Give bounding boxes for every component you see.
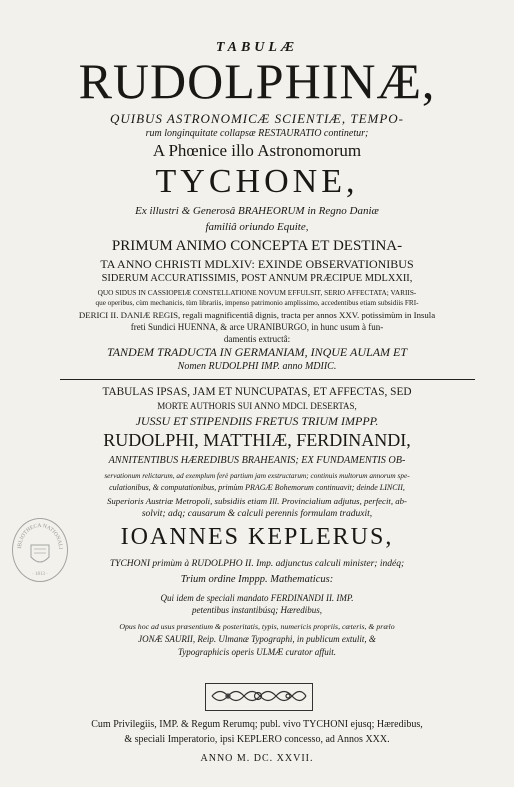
lower-line-keplerus: IOANNES KEPLERUS, xyxy=(120,524,394,550)
imprint-line-1: Cum Privilegiis, IMP. & Regum Rerumq; publ. vivo TYCHONI ejusq; Hæredibus, xyxy=(91,719,423,730)
lower-line-14: petentibus instantibúsq; Hæredibus, xyxy=(192,605,322,615)
title-line-rudolphinae: RUDOLPHINÆ, xyxy=(78,53,436,109)
title-line-illustri: Ex illustri & Generosâ BRAHEORUM in Regno Daniæ xyxy=(135,205,379,217)
printer-ornament xyxy=(205,683,313,711)
library-stamp-icon xyxy=(13,519,67,581)
svg-text:· 1813 ·: · 1813 · xyxy=(32,572,48,577)
lower-line-8: Superioris Austriæ Metropoli, subsidiis etiam Ill. Provincialium adjutus, perfecit, ab- xyxy=(107,496,407,506)
lower-line-16: JONÆ SAURII, Reip. Ulmanæ Typographi, in publicum extulit, & xyxy=(138,634,376,644)
primum-line-8: damentis extructâ: xyxy=(223,334,291,344)
primum-line-3: SIDERUM ACCURATISSIMIS, POST ANNUM PRÆCIPUE MDLXXII, xyxy=(101,273,413,284)
title-line-tabulae: TABULÆ xyxy=(215,40,299,55)
lower-line-6: servationum relictarum, ad exemplum ferè partium jam exstructarum; continuis multorum annorum spe- xyxy=(104,471,410,480)
lower-line-3: JUSSU ET STIPENDIIS FRETUS TRIUM IMPPP. xyxy=(135,414,379,428)
primum-line-7: freti Sundici HUENNA, & arce URANIBURGO, in hunc usum à fun- xyxy=(130,322,384,332)
lower-line-4: RUDOLPHI, MATTHIÆ, FERDINANDI, xyxy=(103,430,411,450)
primum-line-1: PRIMUM ANIMO CONCEPTA ET DESTINA- xyxy=(111,238,403,254)
lower-line-17: Typographicis operis ULMÆ curator affuit. xyxy=(177,647,337,657)
library-stamp xyxy=(12,518,68,582)
ornament-icon xyxy=(206,684,311,709)
lower-line-7: culationibus, & computationibus, primùm PRAGÆ Bohemorum continuavit; deinde LINCII, xyxy=(109,483,405,492)
lower-line-2: MORTE AUTHORIS SUI ANNO MDCI. DESERTAS, xyxy=(157,401,357,411)
title-line-familia: familiâ oriundo Equite, xyxy=(205,221,309,233)
lower-line-11: TYCHONI primùm à RUDOLPHO II. Imp. adjunctus calculi minister; indéq; xyxy=(109,559,405,569)
title-line-quibus: QUIBUS ASTRONOMICÆ SCIENTIÆ, TEMPO- xyxy=(109,111,405,126)
primum-line-2: TA ANNO CHRISTI MDLXIV: EXINDE OBSERVATIONIBUS xyxy=(100,257,414,271)
title-line-phoenice: A Phœnice illo Astronomorum xyxy=(152,141,362,160)
imprint-line-2: & speciali Imperatorio, ipsi KEPLERO concesso, ad Annos XXX. xyxy=(124,734,390,745)
primum-line-9: TANDEM TRADUCTA IN GERMANIAM, INQUE AULAM ET xyxy=(106,345,408,359)
stamp-text: IBLIOTHECA NATIONALI xyxy=(16,522,64,550)
title-line-longinquitate: rum longinquitate collapsæ RESTAURATIO continetur; xyxy=(145,128,369,139)
divider-rule xyxy=(60,379,475,380)
primum-line-10: Nomen RUDOLPHI IMP. anno MDIIC. xyxy=(177,361,337,372)
lower-line-13: Qui idem de speciali mandato FERDINANDI II. IMP. xyxy=(160,593,354,603)
imprint-date: ANNO M. DC. XXVII. xyxy=(200,753,314,764)
lower-line-9: solvit; adq; causarum & calculi perennis formulam traduxit, xyxy=(141,509,373,519)
primum-line-5: que operibus, cùm mechanicis, tùm librariis, impenso patrimonio amplissimo, accedentibus etiam subsidiis FRI- xyxy=(95,299,419,307)
lower-line-12: Trium ordine Imppp. Mathematicus: xyxy=(180,574,334,585)
lower-line-15: Opus hoc ad usus præsentium & posteritatis, typis, numericis propriis, cæteris, & prælo xyxy=(119,622,395,631)
title-line-tychone: TYCHONE, xyxy=(155,163,359,200)
lower-line-5: ANNITENTIBUS HÆREDIBUS BRAHEANIS; EX FUNDAMENTIS OB- xyxy=(108,455,406,466)
primum-line-6: DERICI II. DANIÆ REGIS, regali magnificentiâ dignis, tracta per annos XXV. potissimùm in Insula xyxy=(78,310,436,320)
lower-line-1: TABULAS IPSAS, JAM ET NUNCUPATAS, ET AFFECTAS, SED xyxy=(102,386,412,398)
primum-line-4: QUO SIDUS IN CASSIOPEIÆ CONSTELLATIONE NOVUM EFFULSIT, SERIO AFFECTATA; VARIIS- xyxy=(97,288,417,297)
